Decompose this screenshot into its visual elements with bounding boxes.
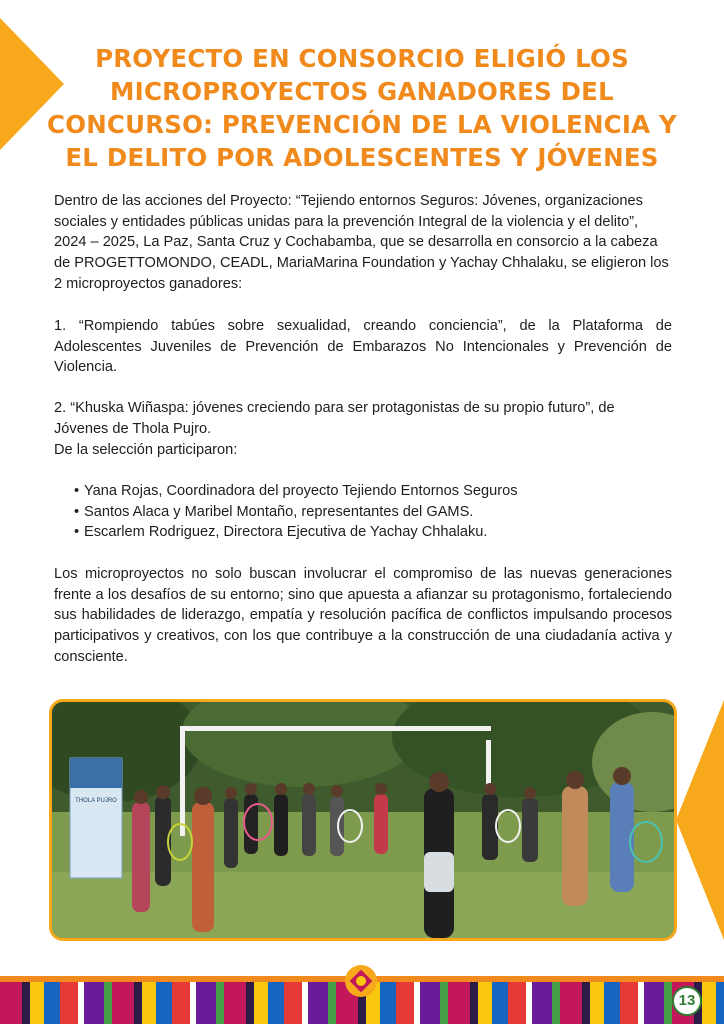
footer-emblem-icon [344,964,378,998]
list-item: • Escarlem Rodriguez, Directora Ejecutiva de Yachay Chhalaku. [74,522,518,543]
event-photo [49,699,677,941]
banner-label: THOLA PUJRO [75,798,117,804]
participants-list [74,481,518,543]
page-number: 13 [672,986,702,1016]
closing-paragraph: Los microproyectos no solo buscan involucrar el compromiso de las nuevas generaciones frente a los desafíos de su entorno; sino que apuesta a afianzar su protagonismo, fortaleciendo sus habilidades de liderazgo, empatía y resolución pacífica de conflictos impulsando procesos participativos y creativos, con los que contribuye a la construcción de una ciudadanía activa y consciente. [54,566,672,665]
page-title: PROYECTO EN CONSORCIO ELIGIÓ LOS MICROPROYECTOS GANADORES DEL CONCURSO: PREVENCIÓN DE LA VIOLENCIA Y EL DELITO POR ADOLESCENTES Y JÓVENES [47,44,677,172]
decorative-triangle-right [676,700,724,940]
winner-item-1: 1. “Rompiendo tabúes sobre sexualidad, creando conciencia”, de la Plataforma de Adolescentes Juveniles de Prevención de Embarazos No Intencionales y Prevención de Violencia. [54,318,672,376]
bullet-icon: • [74,503,80,520]
bullet-icon: • [74,483,80,499]
bullet-icon: • [74,524,80,541]
list-item: • Santos Alaca y Maribel Montaño, representantes del GAMS. [74,502,518,523]
event-photo-illustration [52,702,674,938]
list-item: • Yana Rojas, Coordinadora del proyecto Tejiendo Entornos Seguros [74,481,518,502]
intro-paragraph: Dentro de las acciones del Proyecto: “Tejiendo entornos Seguros: Jóvenes, organizaciones sociales y entidades públicas unidas para la prevención Integral de la violencia y el delito”, 2024 – 2025, La Paz, Santa Cruz y Cochabamba, que se desarrolla en consorcio a la cabeza de PROGETTOMONDO, CEADL, MariaMarina Foundation y Yachay Chhalaku, se eligieron los 2 microproyectos ganadores: [54,193,669,292]
participants-heading: De la selección participaron: [54,442,238,458]
winner-item-2: 2. “Khuska Wiñaspa: jóvenes creciendo para ser protagonistas de su propio futuro”, de Jóvenes de Thola Pujro. [54,400,615,437]
